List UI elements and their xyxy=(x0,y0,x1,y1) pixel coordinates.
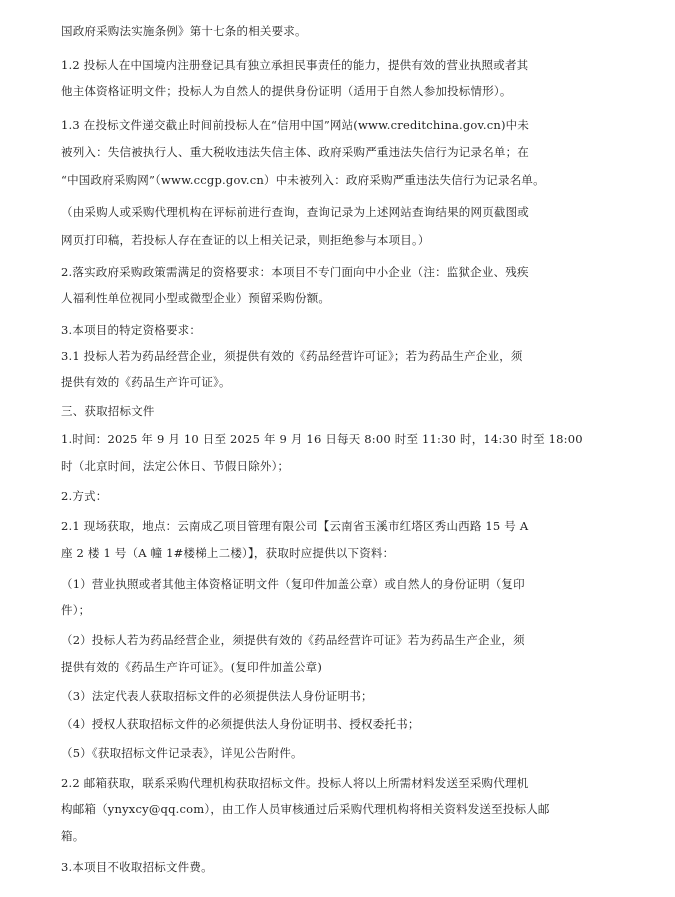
text-line: （1）营业执照或者其他主体资格证明文件（复印件加盖公章）或自然人的身份证明（复印 xyxy=(61,577,525,591)
text-line: 提供有效的《药品生产许可证》。(复印件加盖公章) xyxy=(61,660,323,674)
text-line: 2.方式： xyxy=(61,489,108,503)
text-line: 3.本项目不收取招标文件费。 xyxy=(61,860,213,874)
text-line: （3）法定代表人获取招标文件的必须提供法人身份证明书； xyxy=(61,689,373,703)
text-line: 3.1 投标人若为药品经营企业，须提供有效的《药品经营许可证》；若为药品生产企业，须 xyxy=(61,349,523,363)
text-line: （5）《获取招标文件记录表》，详见公告附件。 xyxy=(61,746,303,760)
text-line: “中国政府采购网”（www.ccgp.gov.cn）中未被列入：政府采购严重违法失信行为记录名单。 xyxy=(61,173,545,187)
text-line: 2.2 邮箱获取，联系采购代理机构获取招标文件。投标人将以上所需材料发送至采购代理机 xyxy=(61,776,529,790)
text-line: 2.落实政府采购政策需满足的资格要求：本项目不专门面向中小企业（注：监狱企业、残疾 xyxy=(61,265,529,279)
text-line: 件）； xyxy=(61,603,91,617)
text-line: 3.本项目的特定资格要求： xyxy=(61,323,202,337)
text-line: 国政府采购法实施条例》第十七条的相关要求。 xyxy=(61,24,307,38)
text-line: 1.2 投标人在中国境内注册登记具有独立承担民事责任的能力，提供有效的营业执照或者其 xyxy=(61,58,529,72)
text-line: 1.时间：2025 年 9 月 10 日至 2025 年 9 月 16 日每天 8:00 时至 11:30 时，14:30 时至 18:00 xyxy=(61,432,583,446)
text-line: （4）授权人获取招标文件的必须提供法人身份证明书、授权委托书； xyxy=(61,717,420,731)
section-heading: 三、获取招标文件 xyxy=(61,404,155,418)
text-line: 他主体资格证明文件；投标人为自然人的提供身份证明（适用于自然人参加投标情形）。 xyxy=(61,84,512,98)
text-line: 被列入：失信被执行人、重大税收违法失信主体、政府采购严重违法失信行为记录名单；在 xyxy=(61,145,529,159)
text-line: （由采购人或采购代理机构在评标前进行查询，查询记录为上述网站查询结果的网页截图或 xyxy=(61,205,529,219)
text-line: 2.1 现场获取，地点：云南成乙项目管理有限公司【云南省玉溪市红塔区秀山西路 15 号 A xyxy=(61,519,529,533)
text-line: 网页打印稿，若投标人存在查证的以上相关记录，则拒绝参与本项目。） xyxy=(61,233,430,247)
text-line: 座 2 楼 1 号（A 幢 1#楼梯上二楼）】，获取时应提供以下资料： xyxy=(61,546,395,560)
text-line: 时（北京时间，法定公休日、节假日除外）； xyxy=(61,459,290,473)
text-line: 人福利性单位视同小型或微型企业）预留采购份额。 xyxy=(61,291,331,305)
text-line: （2）投标人若为药品经营企业，须提供有效的《药品经营许可证》若为药品生产企业，须 xyxy=(61,633,525,647)
text-line: 1.3 在投标文件递交截止时间前投标人在“信用中国”网站(www.creditchina.gov.cn)中未 xyxy=(61,118,530,132)
text-line: 提供有效的《药品生产许可证》。 xyxy=(61,375,231,389)
text-line: 箱。 xyxy=(61,829,85,843)
text-line: 构邮箱（ynyxcy@qq.com），由工作人员审核通过后采购代理机构将相关资料发送至投标人邮 xyxy=(61,802,550,816)
